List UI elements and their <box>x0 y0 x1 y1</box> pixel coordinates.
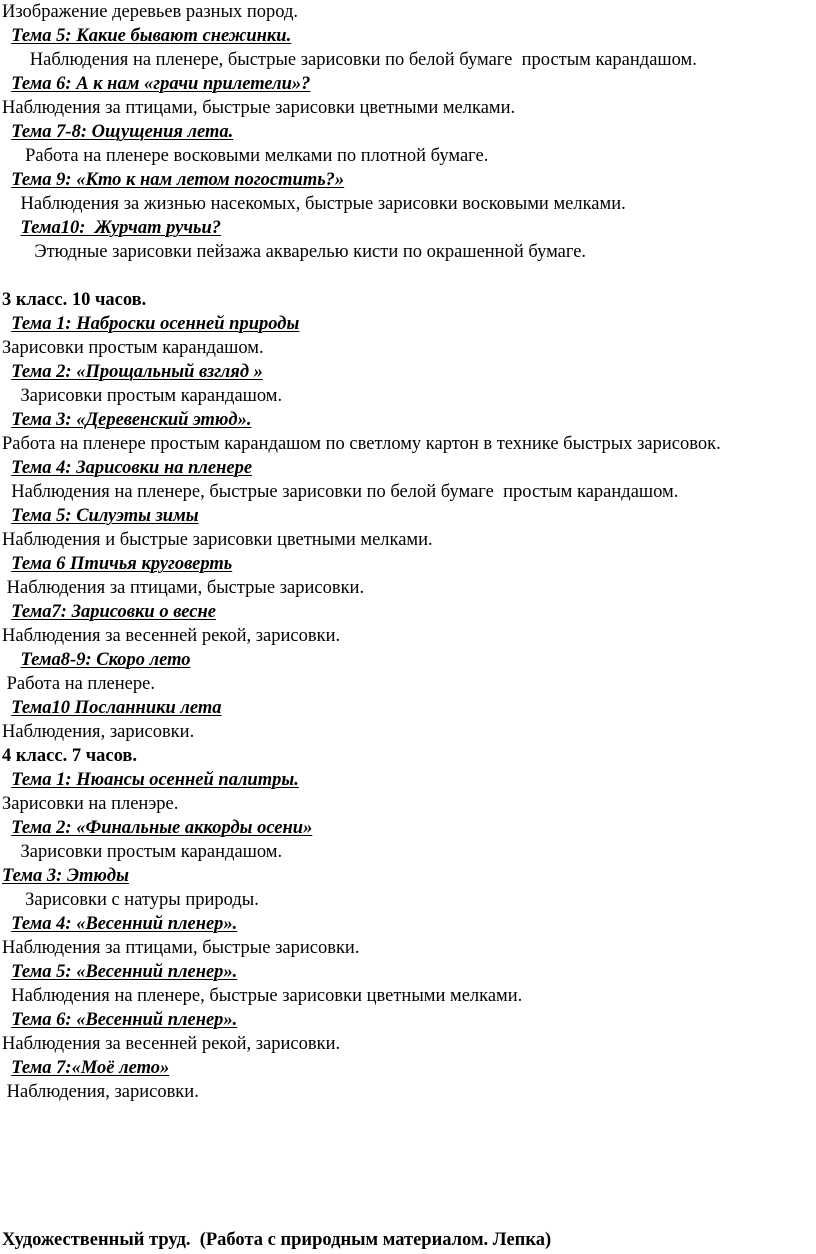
grade-heading: 3 класс. 10 часов. <box>2 290 147 310</box>
topic-title: Тема 7:«Моё лето» <box>11 1058 170 1078</box>
topic-line <box>2 648 802 672</box>
topic-line <box>2 408 802 432</box>
topic-title: Тема8-9: Скоро лето <box>20 650 191 670</box>
description-line <box>2 672 802 696</box>
description-text: Наблюдения за птицами, быстрые зарисовки. <box>6 578 365 598</box>
blank-line <box>2 264 802 288</box>
topic-title: Тема 5: Какие бывают снежинки. <box>11 26 292 46</box>
topic-line <box>2 1056 802 1080</box>
description-line <box>2 0 802 24</box>
topic-line <box>2 768 802 792</box>
description-text: Этюдные зарисовки пейзажа акварелью кисти по окрашенной бумаге. <box>34 242 587 262</box>
description-text: Наблюдения за весенней рекой, зарисовки. <box>2 1034 341 1054</box>
description-line <box>2 792 802 816</box>
topic-title: Тема 3: Этюды <box>2 866 129 886</box>
description-line <box>2 624 802 648</box>
description-text: Зарисовки на пленэре. <box>2 794 179 814</box>
description-text: Наблюдения за птицами, быстрые зарисовки цветными мелками. <box>2 98 516 118</box>
description-line <box>2 480 802 504</box>
topic-title: Тема 4: «Весенний пленер». <box>11 914 238 934</box>
topic-title: Тема7: Зарисовки о весне <box>11 602 216 622</box>
topic-line <box>2 912 802 936</box>
topic-line <box>2 456 802 480</box>
topic-line <box>2 120 802 144</box>
topic-line <box>2 312 802 336</box>
description-text: Наблюдения за жизнью насекомых, быстрые зарисовки восковыми мелками. <box>20 194 626 214</box>
topic-line <box>2 72 802 96</box>
topic-line <box>2 552 802 576</box>
topic-line <box>2 1008 802 1032</box>
description-line <box>2 144 802 168</box>
topic-title: Тема 1: Наброски осенней природы <box>11 314 300 334</box>
topic-title: Тема 6 Птичья круговерть <box>11 554 233 574</box>
description-text: Наблюдения, зарисовки. <box>2 722 195 742</box>
section-heading-artistic-labor: Художественный труд. (Работа с природным материалом. Лепка) <box>2 1230 552 1250</box>
grade-heading-line <box>2 744 802 768</box>
description-text: Работа на пленере восковыми мелками по плотной бумаге. <box>25 146 489 166</box>
topic-title: Тема 3: «Деревенский этюд». <box>11 410 252 430</box>
topic-line <box>2 960 802 984</box>
topic-line <box>2 168 802 192</box>
description-text: Зарисовки простым карандашом. <box>20 842 283 862</box>
topic-title: Тема 2: «Прощальный взгляд » <box>11 362 263 382</box>
topic-title: Тема 7-8: Ощущения лета. <box>11 122 234 142</box>
description-line <box>2 192 802 216</box>
document-page <box>2 0 802 1104</box>
topic-title: Тема 5: Силуэты зимы <box>11 506 199 526</box>
description-line <box>2 1032 802 1056</box>
topic-title: Тема10: Журчат ручьи? <box>20 218 222 238</box>
description-line <box>2 840 802 864</box>
topic-title: Тема 6: «Весенний пленер». <box>11 1010 238 1030</box>
description-text: Работа на пленере. <box>6 674 155 694</box>
grade-heading-line <box>2 288 802 312</box>
description-line <box>2 48 802 72</box>
topic-line <box>2 24 802 48</box>
description-text: Зарисовки простым карандашом. <box>2 338 264 358</box>
description-line <box>2 720 802 744</box>
description-text: Наблюдения на пленере, быстрые зарисовки по белой бумаге простым карандашом. <box>29 50 697 70</box>
topic-title: Тема 5: «Весенний пленер». <box>11 962 238 982</box>
description-line <box>2 984 802 1008</box>
description-text: Наблюдения, зарисовки. <box>6 1082 199 1102</box>
topic-line <box>2 504 802 528</box>
document-body <box>2 0 802 1104</box>
description-text: Зарисовки простым карандашом. <box>20 386 283 406</box>
topic-line <box>2 864 802 888</box>
topic-title: Тема 2: «Финальные аккорды осени» <box>11 818 313 838</box>
description-line <box>2 96 802 120</box>
topic-title: Тема10 Посланники лета <box>11 698 222 718</box>
description-line <box>2 384 802 408</box>
description-text: Наблюдения за весенней рекой, зарисовки. <box>2 626 341 646</box>
description-text: Изображение деревьев разных пород. <box>2 2 299 22</box>
topic-line <box>2 216 802 240</box>
description-text: Наблюдения и быстрые зарисовки цветными мелками. <box>2 530 433 550</box>
topic-line <box>2 696 802 720</box>
topic-line <box>2 816 802 840</box>
description-text: Зарисовки с натуры природы. <box>25 890 259 910</box>
description-line <box>2 936 802 960</box>
description-line <box>2 336 802 360</box>
description-line <box>2 1080 802 1104</box>
topic-title: Тема 4: Зарисовки на пленере <box>11 458 253 478</box>
topic-title: Тема 6: А к нам «грачи прилетели»? <box>11 74 311 94</box>
description-text: Наблюдения за птицами, быстрые зарисовки. <box>2 938 360 958</box>
topic-line <box>2 360 802 384</box>
description-line <box>2 528 802 552</box>
description-text: Наблюдения на пленере, быстрые зарисовки цветными мелками. <box>11 986 523 1006</box>
description-line <box>2 888 802 912</box>
description-line <box>2 240 802 264</box>
paragraph-text: Работа на пленере простым карандашом по светлому картон в технике быстрых зарисовок. <box>2 434 721 454</box>
description-text: Наблюдения на пленере, быстрые зарисовки по белой бумаге простым карандашом. <box>11 482 679 502</box>
grade-heading: 4 класс. 7 часов. <box>2 746 138 766</box>
description-line <box>2 576 802 600</box>
topic-title: Тема 9: «Кто к нам летом погостить?» <box>11 170 345 190</box>
topic-line <box>2 600 802 624</box>
topic-title: Тема 1: Нюансы осенней палитры. <box>11 770 299 790</box>
